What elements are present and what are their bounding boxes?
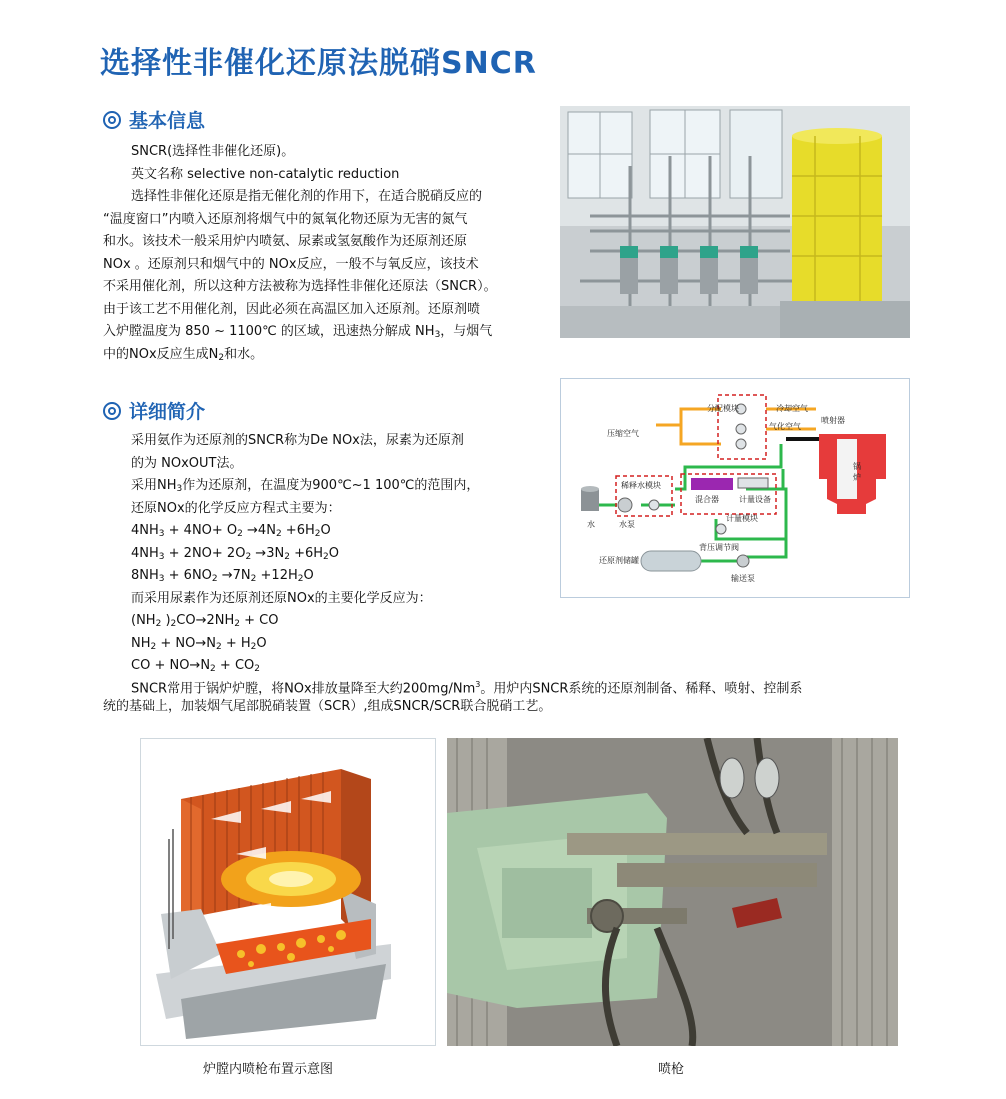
injector-gun-graphic xyxy=(447,738,898,1046)
equation xyxy=(131,610,553,633)
text-fragment: O xyxy=(320,523,331,538)
text-fragment: +12H xyxy=(256,568,298,583)
subscript: 3 xyxy=(158,529,165,539)
section-heading-detail xyxy=(103,397,205,424)
text-fragment: ) xyxy=(161,613,171,628)
text-fragment: +6H xyxy=(281,523,315,538)
circle-bullet-icon xyxy=(103,111,121,129)
equation xyxy=(131,543,553,566)
text-fragment: 作为还原剂，在温度为900℃~1 100℃的范围内， xyxy=(182,478,480,493)
equation xyxy=(131,633,553,656)
subscript: 2 xyxy=(210,664,216,674)
circle-bullet-icon xyxy=(103,402,121,420)
furnace-diagram xyxy=(140,738,436,1046)
text-fragment: →4N xyxy=(242,523,276,538)
diagram-label: 背压调节阀 xyxy=(699,543,739,552)
text-fragment: NH xyxy=(131,635,151,651)
diagram-label: 分配模块 xyxy=(707,404,739,413)
section-heading-basic xyxy=(103,106,205,133)
text-line: 选择性非催化还原是指无催化剂的作用下，在适合脱硝反应的 xyxy=(131,189,483,204)
text-line: 英文名称 selective non-catalytic reduction xyxy=(131,166,400,182)
gun-caption: 喷枪 xyxy=(658,1062,685,1077)
summary-line: 统的基础上，加装烟气尾部脱硝装置（SCR）,组成SNCR/SCR联合脱硝工艺。 xyxy=(103,699,552,714)
process-diagram xyxy=(560,378,910,598)
text-fragment: + 4NO+ O xyxy=(164,523,238,538)
text-fragment: CO→2NH xyxy=(176,613,235,628)
furnace-caption: 炉膛内喷枪布置示意图 xyxy=(203,1062,334,1077)
text-fragment: CO + NO→N xyxy=(131,658,211,673)
text-fragment: +6H xyxy=(289,545,324,561)
diagram-label: 锅炉 xyxy=(853,462,861,482)
subscript: 2 xyxy=(245,551,252,562)
subscript: 3 xyxy=(434,330,441,340)
text-fragment: O xyxy=(303,568,314,583)
text-fragment: SNCR常用于锅炉炉膛，将NOx排放量降至大约200mg/Nm xyxy=(131,681,476,697)
text-fragment: O xyxy=(328,545,339,561)
text-fragment: + 2NO+ 2O xyxy=(164,545,246,561)
subscript: 2 xyxy=(284,551,290,562)
text-line xyxy=(103,344,543,367)
diagram-label: 水 xyxy=(587,520,595,529)
furnace-graphic xyxy=(141,739,435,1045)
text-line: 的为 NOxOUT法。 xyxy=(131,455,243,471)
subscript: 2 xyxy=(218,352,225,363)
subscript: 2 xyxy=(314,529,321,539)
detail-text xyxy=(103,430,553,678)
diagram-label: 计量模块 xyxy=(726,514,758,523)
diagram-label: 稀释水模块 xyxy=(621,481,661,490)
equipment-photo xyxy=(560,106,910,338)
text-fragment: O xyxy=(256,635,267,651)
text-fragment: + 6NO xyxy=(164,568,212,583)
subscript: 2 xyxy=(170,619,177,629)
diagram-label: 输送泵 xyxy=(731,574,755,583)
text-fragment: ，与烟气 xyxy=(440,324,493,339)
injector-gun-photo xyxy=(447,738,898,1046)
diagram-label: 气化空气 xyxy=(769,422,801,431)
diagram-label: 还原剂储罐 xyxy=(599,556,639,565)
diagram-label: 压缩空气 xyxy=(607,429,639,438)
text-fragment: 中的NOx反应生成N xyxy=(103,346,219,362)
diagram-label: 混合器 xyxy=(695,495,719,504)
text-fragment: 。用炉内SNCR系统的还原剂制备、稀释、喷射、控制系 xyxy=(480,681,803,697)
subscript: 3 xyxy=(158,574,165,584)
subscript: 2 xyxy=(234,619,240,629)
text-line: 还原NOx的化学反应方程式主要为： xyxy=(131,500,341,516)
subscript: 2 xyxy=(237,529,243,539)
subscript: 2 xyxy=(250,574,257,584)
subscript: 2 xyxy=(323,551,329,562)
text-line xyxy=(103,475,553,498)
section-title: 基本信息 xyxy=(129,110,206,132)
text-fragment: →7N xyxy=(217,568,251,583)
subscript: 2 xyxy=(215,641,222,652)
text-fragment: (NH xyxy=(131,613,156,628)
equation-list xyxy=(103,520,553,588)
text-fragment: 入炉膛温度为 850 ~ 1100℃ 的区域，迅速热分解成 NH xyxy=(103,324,435,339)
diagram-label: 冷却空气 xyxy=(776,404,808,413)
equation xyxy=(131,565,553,588)
subscript: 2 xyxy=(150,641,157,652)
text-line: 和水。该技术一般采用炉内喷氨、尿素或氢氨酸作为还原剂还原 xyxy=(103,234,468,249)
text-fragment: + CO xyxy=(215,658,255,673)
equipment-photo-graphic xyxy=(560,106,910,338)
text-fragment: 采用NH xyxy=(131,478,177,493)
text-fragment: 8NH xyxy=(131,568,159,583)
subscript: 3 xyxy=(176,484,183,494)
basic-info-text xyxy=(103,141,543,366)
text-line: 而采用尿素作为还原剂还原NOx的主要化学反应为： xyxy=(131,590,432,606)
text-fragment: →3N xyxy=(251,545,285,561)
subscript: 2 xyxy=(211,574,218,584)
urea-equation-list xyxy=(103,610,553,678)
subscript: 2 xyxy=(254,664,260,674)
subscript: 3 xyxy=(158,551,165,562)
text-line: 由于该工艺不用催化剂，因此必须在高温区加入还原剂。还原剂喷 xyxy=(103,301,481,317)
text-fragment: 和水。 xyxy=(224,346,264,362)
text-line: 不采用催化剂，所以这种方法被称为选择性非催化还原法（SNCR）。 xyxy=(103,279,497,294)
subscript: 2 xyxy=(275,529,282,539)
diagram-label: 计量设备 xyxy=(739,495,771,504)
text-fragment: + H xyxy=(221,635,251,651)
text-fragment: 4NH xyxy=(131,545,159,561)
text-line xyxy=(103,321,543,344)
text-line: 采用氨作为还原剂的SNCR称为De NOx法，尿素为还原剂 xyxy=(131,433,464,448)
superscript: 3 xyxy=(475,680,481,689)
equation xyxy=(131,520,553,543)
text-line: SNCR(选择性非催化还原)。 xyxy=(131,144,295,159)
text-fragment: + NO→N xyxy=(156,635,216,651)
diagram-label: 喷射器 xyxy=(821,416,845,425)
text-line: NOx 。还原剂只和烟气中的 NOx反应，一般不与氧反应，该技术 xyxy=(103,256,479,272)
text-fragment: + CO xyxy=(239,613,279,628)
section-title: 详细简介 xyxy=(129,401,206,423)
text-line: “温度窗口”内喷入还原剂将烟气中的氮氧化物还原为无害的氮气 xyxy=(103,211,468,227)
subscript: 2 xyxy=(297,574,304,584)
diagram-label: 水泵 xyxy=(619,520,635,529)
page-title: 选择性非催化还原法脱硝SNCR xyxy=(100,46,537,81)
text-fragment: 4NH xyxy=(131,523,159,538)
subscript: 2 xyxy=(155,619,162,629)
subscript: 2 xyxy=(250,641,257,652)
